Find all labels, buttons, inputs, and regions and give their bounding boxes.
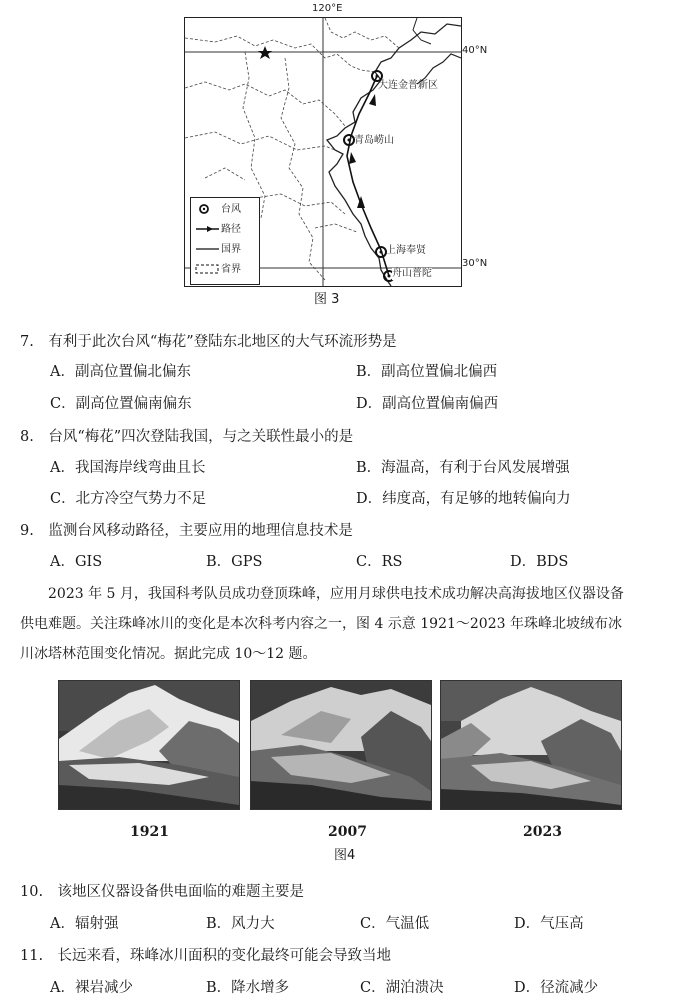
figure4-year-2007: 2007 [328,824,367,840]
q10-option-b: B．风力大 [206,916,275,932]
legend-label-province-border: 省界 [221,264,241,275]
q9-option-d: D．BDS [510,554,569,570]
q8-option-c: C．北方冷空气势力不足 [50,491,207,507]
passage-line-3: 川冰塔林范围变化情况。据此完成 10～12 题。 [20,646,317,662]
q11-option-c: C．湖泊溃决 [360,980,444,996]
q11-option-a: A．裸岩减少 [50,980,133,996]
q7-stem: 7. 有利于此次台风“梅花”登陆东北地区的大气环流形势是 [20,334,397,350]
q7-option-d: D．副高位置偏南偏西 [356,396,499,412]
place-label-qingdao: 青岛崂山 [354,135,394,146]
arrow-path-icon [195,224,221,234]
q8-stem: 8. 台风“梅花”四次登陆我国，与之关联性最小的是 [20,429,354,445]
latitude-label-bottom: 30°N [462,258,488,269]
legend-row-typhoon [195,204,241,216]
solid-line-icon [195,244,221,254]
legend-label-national-border: 国界 [221,244,241,255]
q10-stem: 10. 该地区仪器设备供电面临的难题主要是 [20,884,305,900]
glacier-photo-2023 [440,680,622,810]
latitude-label-top: 40°N [462,45,488,56]
passage-line-2: 供电难题。关注珠峰冰川的变化是本次科考内容之一，图 4 示意 1921～2023 年珠峰北坡绒布冰 [20,616,622,632]
place-label-zhoushan: 舟山普陀 [392,268,432,279]
legend-label-typhoon: 台风 [221,204,241,215]
q8-option-d: D．纬度高，有足够的地转偏向力 [356,491,571,507]
q11-stem: 11. 长远来看，珠峰冰川面积的变化最终可能会导致当地 [20,948,392,964]
q7-option-c: C．副高位置偏南偏东 [50,396,192,412]
q9-option-b: B．GPS [206,554,263,570]
legend-row-path [195,224,241,236]
place-label-dalian: 大连金普新区 [378,80,438,91]
q9-stem: 9. 监测台风移动路径，主要应用的地理信息技术是 [20,523,353,539]
legend-row-national-border [195,244,241,256]
q11-option-b: B．降水增多 [206,980,290,996]
q10-option-a: A．辐射强 [50,916,119,932]
typhoon-icon [195,204,221,214]
legend-row-province-border [195,264,241,276]
q8-option-a: A．我国海岸线弯曲且长 [50,460,206,476]
q7-option-b: B．副高位置偏北偏西 [356,364,498,380]
q11-option-d: D．径流减少 [514,980,599,996]
dashed-line-icon [195,264,221,274]
q9-option-a: A．GIS [50,554,103,570]
place-label-shanghai: 上海奉贤 [386,245,426,256]
figure4-year-1921: 1921 [130,824,169,840]
glacier-photo-2007 [250,680,432,810]
q8-option-b: B．海温高，有利于台风发展增强 [356,460,570,476]
legend-label-path: 路径 [221,224,241,235]
map-legend [190,197,260,285]
q10-option-d: D．气压高 [514,916,584,932]
q7-option-a: A．副高位置偏北偏东 [50,364,191,380]
figure4-year-2023: 2023 [523,824,562,840]
longitude-label: 120°E [312,3,343,14]
glacier-photo-1921 [58,680,240,810]
figure3-caption: 图 3 [314,292,340,307]
q10-option-c: C．气温低 [360,916,430,932]
figure4-caption: 图4 [334,848,356,863]
passage-line-1: 2023 年 5 月，我国科考队员成功登顶珠峰，应用月球供电技术成功解决高海拔地区仪器设备 [48,586,624,602]
q9-option-c: C．RS [356,554,403,570]
